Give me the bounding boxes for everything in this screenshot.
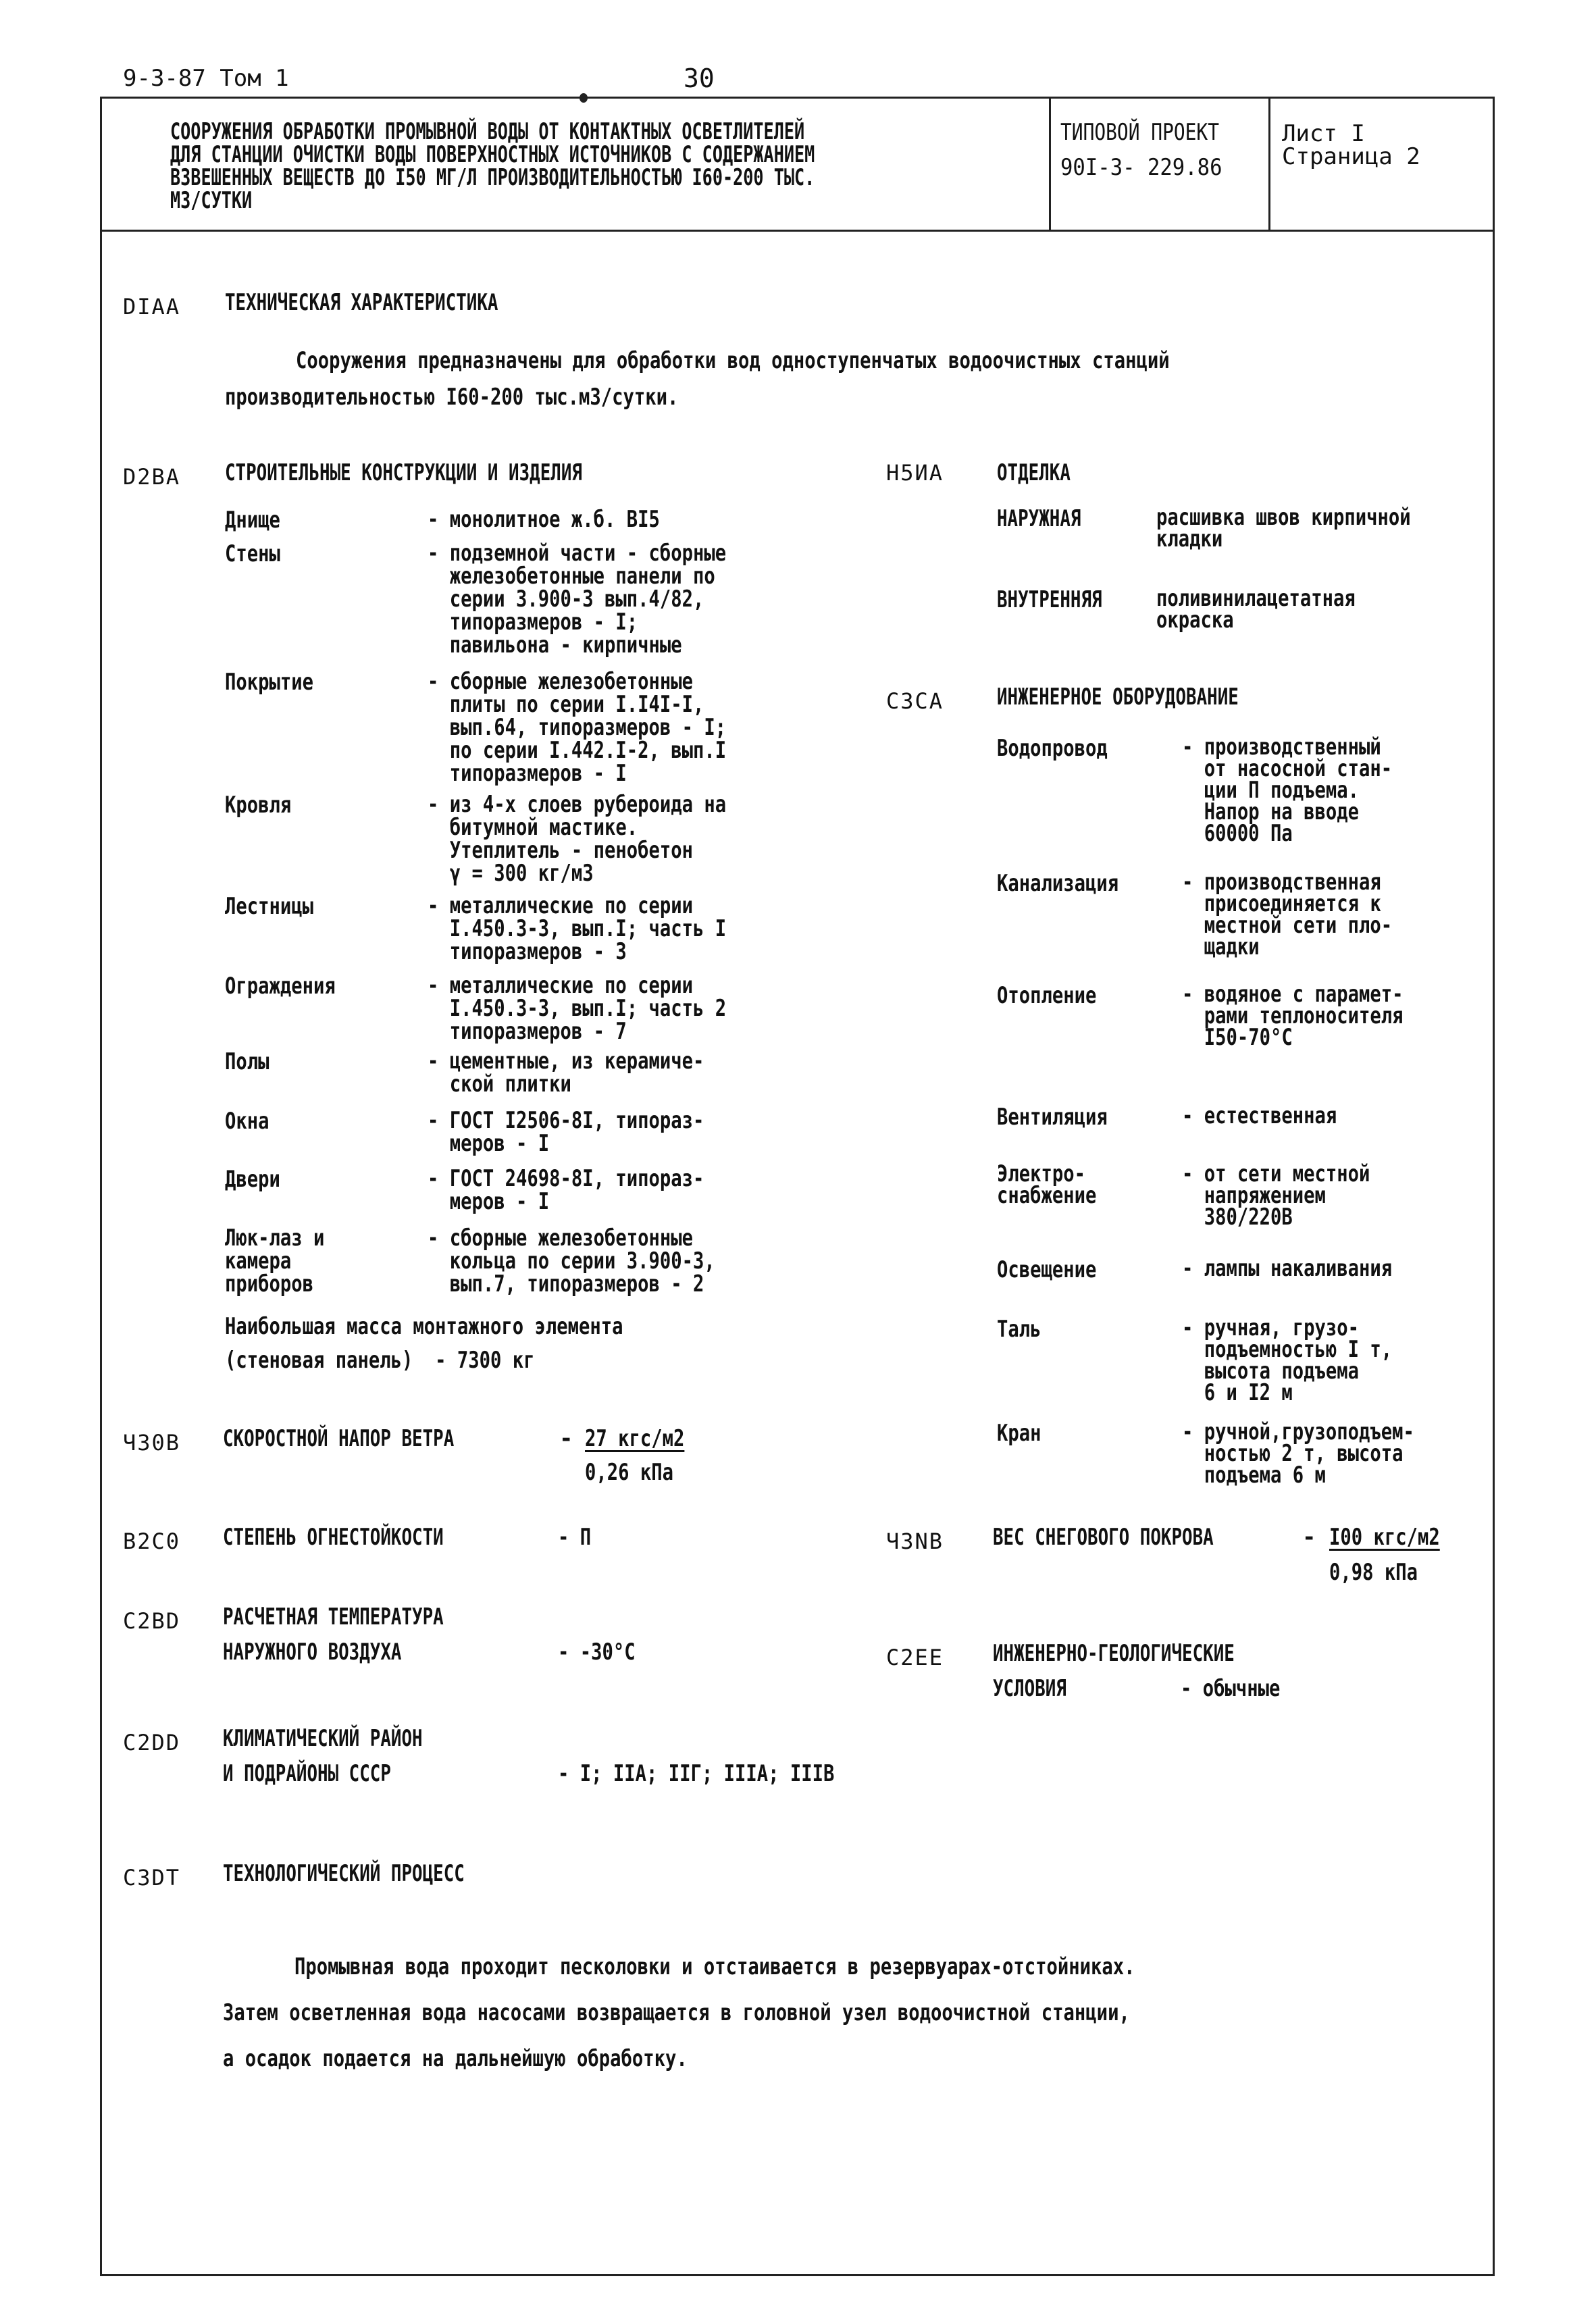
geology-value: - обычные — [1181, 1675, 1281, 1702]
finishing-value: расшивка швов кирпичной кладки — [1156, 504, 1411, 552]
project-number: 90I-3- 229.86 — [1060, 154, 1222, 181]
equip-label: Отопление — [997, 982, 1097, 1009]
climate-value: - I; IIА; IIГ; IIIА; IIIВ — [558, 1760, 835, 1787]
item-value: - металлические по серии I.450.3-3, вып.I; часть I типоразмеров - 3 — [428, 892, 727, 965]
mass-line: Наибольшая масса монтажного элемента — [225, 1313, 623, 1340]
page-number: 30 — [684, 63, 715, 93]
item-value: - ГОСТ 24698-8I, типораз- меров - I — [428, 1165, 704, 1215]
equip-value: - от сети местной напряжением 380/220В — [1182, 1160, 1370, 1231]
wind-dash: - — [559, 1425, 573, 1452]
tech-code: DIAA — [123, 294, 181, 319]
tech-heading: ТЕХНИЧЕСКАЯ ХАРАКТЕРИСТИКА — [225, 289, 498, 316]
fire-code: В2С0 — [123, 1528, 181, 1554]
item-value: - металлические по серии I.450.3-3, вып.I; часть 2 типоразмеров - 7 — [428, 972, 727, 1045]
equip-value: - ручной,грузоподъем- ностью 2 т, высота подъема 6 м — [1182, 1418, 1414, 1489]
snow-label: ВЕС СНЕГОВОГО ПОКРОВА — [993, 1524, 1214, 1551]
wind-label: СКОРОСТНОЙ НАПОР ВЕТРА — [223, 1425, 455, 1452]
equip-value: - производственный от насосной стан- ции П подъема. Напор на вводе 60000 Па — [1182, 734, 1393, 847]
finishing-label: НАРУЖНАЯ — [997, 505, 1081, 532]
equip-value: - лампы накаливания — [1182, 1255, 1393, 1282]
equip-label: Канализация — [997, 870, 1119, 897]
fire-label: СТЕПЕНЬ ОГНЕСТОЙКОСТИ — [223, 1524, 444, 1551]
climate-code: С2DD — [123, 1730, 181, 1755]
stamp-divider-1 — [1049, 97, 1051, 232]
equip-value: - водяное с парамет- рами теплоносителя I50-70°С — [1182, 981, 1404, 1051]
item-label: Покрытие — [225, 669, 314, 696]
item-value: - сборные железобетонные плиты по серии I.I4I-I, вып.64, типоразмеров - I; по серии I.442.I-2, вып.I типоразмеров - I — [428, 668, 727, 787]
constructions-heading: СТРОИТЕЛЬНЫЕ КОНСТРУКЦИИ И ИЗДЕЛИЯ — [225, 459, 582, 486]
constructions-code: D2BA — [123, 464, 181, 490]
stamp-title-line: М3/СУТКИ — [170, 187, 253, 214]
page-label: Страница 2 — [1282, 143, 1420, 170]
wind-code: Ч30В — [123, 1430, 181, 1456]
item-label: Днище — [225, 507, 280, 534]
equip-label: Электро- снабжение — [997, 1160, 1097, 1209]
process-line: Затем осветленная вода насосами возвращается в головной узел водоочистной станции, — [223, 1999, 1130, 2026]
item-label: Двери — [225, 1166, 280, 1193]
item-label: Полы — [225, 1048, 269, 1075]
mass-line: (стеновая панель) - 7300 кг — [225, 1347, 535, 1374]
tech-text-line: Сооружения предназначены для обработки вод одноступенчатых водоочистных станций — [296, 347, 1170, 374]
equip-value: - естественная — [1182, 1102, 1337, 1129]
equip-label: Освещение — [997, 1256, 1097, 1283]
equip-label: Кран — [997, 1420, 1041, 1447]
equipment-code: С3СА — [886, 688, 944, 714]
stamp-title-line: СООРУЖЕНИЯ ОБРАБОТКИ ПРОМЫВНОЙ ВОДЫ ОТ КОНТАКТНЫХ ОСВЕТЛИТЕЛЕЙ — [170, 118, 805, 145]
item-value: - ГОСТ I2506-8I, типораз- меров - I — [428, 1107, 704, 1157]
process-heading: ТЕХНОЛОГИЧЕСКИЙ ПРОЦЕСС — [223, 1860, 465, 1887]
volume-label: 9-3-87 Том 1 — [123, 65, 289, 92]
process-code: С3DТ — [123, 1865, 181, 1891]
process-line: а осадок подается на дальнейшую обработку. — [223, 2045, 688, 2072]
stamp-title-line: ДЛЯ СТАНЦИИ ОЧИСТКИ ВОДЫ ПОВЕРХНОСТНЫХ ИСТОЧНИКОВ С СОДЕРЖАНИЕМ — [170, 141, 815, 168]
item-label: Кровля — [225, 792, 292, 819]
finishing-value: поливинилацетатная окраска — [1156, 585, 1356, 634]
item-value: - сборные железобетонные кольца по серии 3.900-3, вып.7, типоразмеров - 2 — [428, 1225, 715, 1297]
geology-code: С2ЕЕ — [886, 1645, 944, 1670]
geology-label: ИНЖЕНЕРНО-ГЕОЛОГИЧЕСКИЕ — [993, 1640, 1235, 1667]
finishing-heading: ОТДЕЛКА — [997, 459, 1071, 486]
equipment-heading: ИНЖЕНЕРНОЕ ОБОРУДОВАНИЕ — [997, 684, 1239, 711]
item-value: - из 4-х слоев рубероида на битумной мастике. Утеплитель - пенобетон γ = 300 кг/м3 — [428, 791, 727, 887]
item-label: Стены — [225, 540, 280, 567]
stamp-divider-2 — [1268, 97, 1270, 232]
tech-text-line: производительностью I60-200 тыс.м3/сутки. — [225, 384, 679, 411]
climate-label: КЛИМАТИЧЕСКИЙ РАЙОН — [223, 1725, 423, 1752]
equip-label: Таль — [997, 1316, 1041, 1343]
fire-value: - П — [558, 1524, 592, 1551]
item-value: - монолитное ж.б. BI5 — [428, 506, 660, 533]
equip-value: - производственная присоединяется к местной сети пло- щадки — [1182, 869, 1393, 960]
process-line: Промывная вода проходит песколовки и отстаивается в резервуарах-отстойниках. — [294, 1953, 1135, 1980]
temp-label: РАСЧЕТНАЯ ТЕМПЕРАТУРА — [223, 1603, 444, 1630]
item-value: - подземной части - сборные железобетонные панели по серии 3.900-3 вып.4/82, типоразмеров - I; павильона - кирпичные — [428, 540, 727, 659]
stamp-title-line: ВЗВЕШЕННЫХ ВЕЩЕСТВ ДО I50 МГ/Л ПРОИЗВОДИТЕЛЬНОСТЬЮ I60-200 ТЫС. — [170, 164, 815, 191]
snow-code: Ч3NВ — [886, 1528, 944, 1554]
equip-value: - ручная, грузо- подъемностью I т, высота подъема 6 и I2 м — [1182, 1314, 1393, 1406]
finishing-code: Н5ИА — [886, 460, 944, 486]
stamp-title — [170, 120, 1048, 212]
sheet-label: Лист I — [1282, 120, 1365, 147]
equip-label: Вентиляция — [997, 1104, 1108, 1131]
geology-label: УСЛОВИЯ — [993, 1675, 1066, 1702]
item-label: Окна — [225, 1108, 269, 1135]
temp-label: НАРУЖНОГО ВОЗДУХА — [223, 1639, 402, 1666]
temp-value: - -30°С — [558, 1639, 636, 1666]
item-value: - цементные, из керамиче- ской плитки — [428, 1048, 704, 1098]
snow-value: I00 кгс/м2 — [1329, 1524, 1440, 1551]
item-label: Люк-лаз и камера приборов — [225, 1225, 325, 1297]
item-label: Лестницы — [225, 893, 314, 920]
wind-value: 27 кгс/м2 — [585, 1425, 685, 1452]
temp-code: С2ВD — [123, 1608, 181, 1634]
stamp-bottom-rule — [100, 230, 1495, 232]
equip-label: Водопровод — [997, 735, 1108, 762]
finishing-label: ВНУТРЕННЯЯ — [997, 586, 1102, 613]
project-label: ТИПОВОЙ ПРОЕКТ — [1060, 119, 1219, 146]
wind-value-kpa: 0,26 кПа — [585, 1459, 674, 1486]
snow-dash: - — [1302, 1524, 1316, 1551]
climate-label: И ПОДРАЙОНЫ СССР — [223, 1760, 391, 1787]
snow-value-kpa: 0,98 кПа — [1329, 1559, 1418, 1586]
item-label: Ограждения — [225, 973, 336, 1000]
